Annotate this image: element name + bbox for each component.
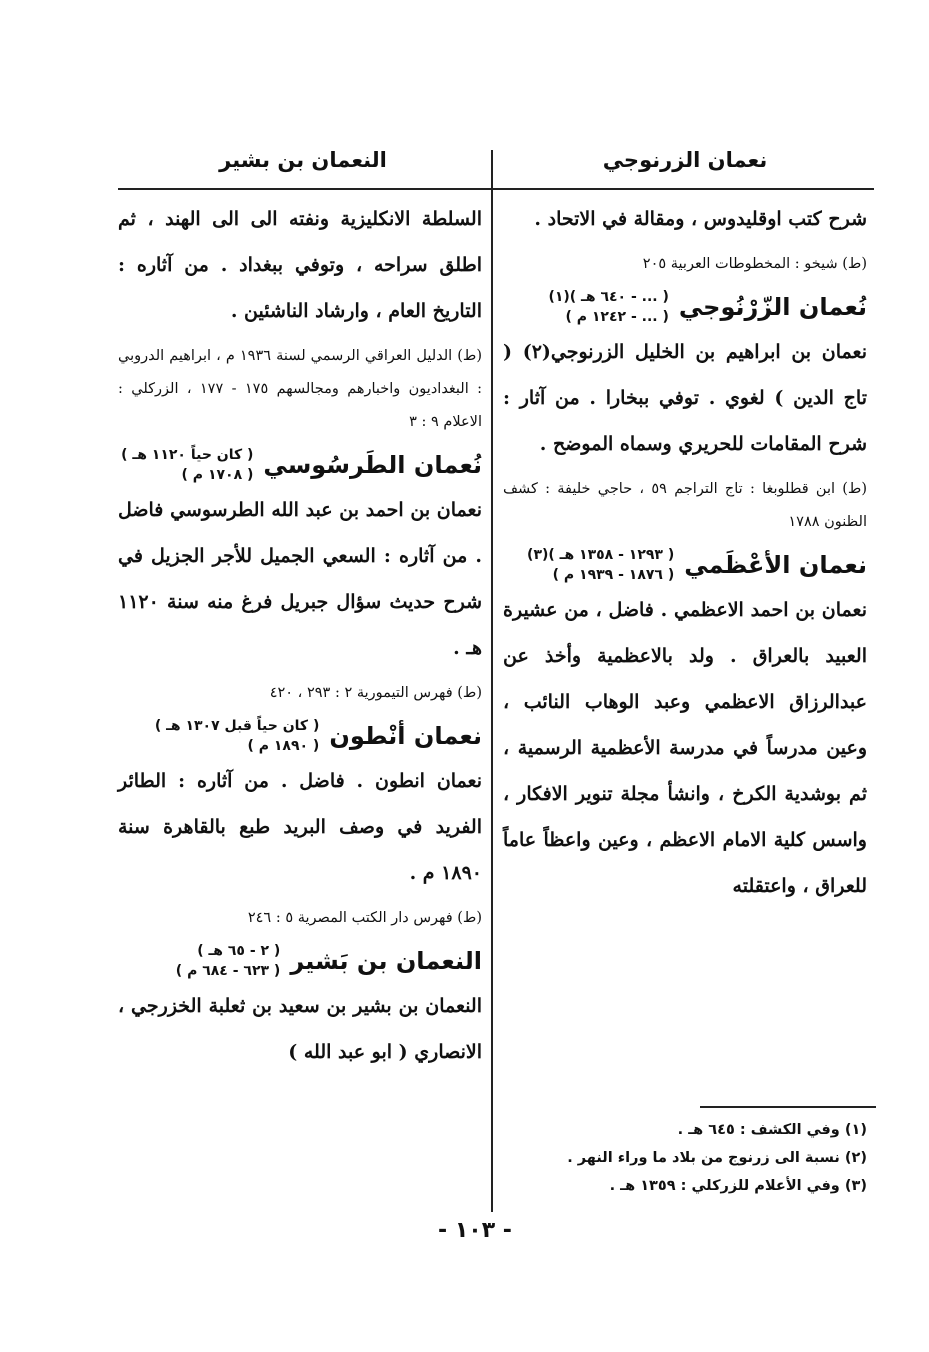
gregorian-dates: ( ١٧٠٨ م )	[181, 467, 254, 483]
source-reference: (ط) شيخو : المخطوطات العربية ٢٠٥	[642, 256, 867, 272]
entry-dates	[155, 716, 320, 756]
left-column	[118, 196, 482, 1075]
entry-name: النعمان بن بَشير	[290, 947, 482, 975]
footnote: (٢) نسبة الى زرنوج من بلاد ما وراء النهر .	[567, 1150, 867, 1166]
entry-text: نعمان انطون . فاضل . من آثاره : الطائر الفريد في وصف البريد طبع بالقاهرة سنة ١٨٩٠ م .	[118, 770, 482, 884]
hijri-dates: ( ... - ٦٤٠ هـ )(١)	[548, 289, 669, 305]
entry-dates	[121, 445, 253, 485]
source-reference: (ط) ابن قطلوبغا : تاج التراجم ٥٩ ، حاجي خليفة : كشف الظنون ١٧٨٨	[503, 481, 867, 530]
entry-heading	[118, 941, 482, 981]
source-reference: (ط) فهرس التيمورية ٢ : ٢٩٣ ، ٤٢٠	[269, 685, 482, 701]
right-column	[503, 196, 867, 909]
running-header-left: النعمان بن بشير	[219, 148, 387, 172]
gregorian-dates: ( ١٨٩٠ م )	[247, 738, 320, 754]
running-header-right: نعمان الزرنوجي	[602, 148, 768, 172]
entry-heading	[503, 287, 867, 327]
hijri-dates: ( كان حياً ١١٢٠ هـ )	[121, 447, 254, 463]
entry-heading	[118, 445, 482, 485]
footnotes	[503, 1116, 867, 1200]
source-reference: (ط) الدليل العراقي الرسمي لسنة ١٩٣٦ م ، ابراهيم الدروبي : البغداديون واخبارهم ومجالسهم ١٧٥ - ١٧٧ ، الزركلي : الاعلام ٩ : ٣	[118, 348, 482, 430]
hijri-dates: ( ١٢٩٣ - ١٣٥٨ هـ )(٣)	[527, 547, 675, 563]
entry-dates	[527, 545, 674, 585]
entry-text: نعمان بن ابراهيم بن الخليل الزرنوجي(٢) ( تاج الدين ) لغوي . توفي ببخارا . من آثار : شرح المقامات للحريري وسماه الموضح .	[503, 341, 867, 455]
source-reference: (ط) فهرس دار الكتب المصرية ٥ : ٢٤٦	[247, 910, 482, 926]
continued-paragraph: شرح كتب اوقليدوس ، ومقالة في الاتحاد .	[534, 208, 867, 230]
entry-heading	[118, 716, 482, 756]
entry-text: نعمان بن احمد الاعظمي . فاضل ، من عشيرة العبيد بالعراق . ولد بالاعظمية وأخذ عن عبدالرزاق الاعظمي وعبد الوهاب النائب ، وعين مدرساً في مدرسة الأعظمية الرسمية ، ثم بوشدية الكرخ ، وانشأ مجلة تنوير الافكار ، واسس كلية الامام الاعظم ، وعين واعظاً عاماً للعراق ، واعتقلته	[503, 599, 867, 897]
entry-text: نعمان بن احمد بن عبد الله الطرسوسي فاضل . من آثاره : السعي الجميل للأجر الجزيل في شرح حديث سؤال جبريل فرغ منه سنة ١١٢٠ هـ .	[118, 499, 482, 659]
footnote: (٣) وفي الأعلام للزركلي : ١٣٥٩ هـ .	[609, 1178, 867, 1194]
entry-dates	[548, 287, 668, 327]
footnote: (١) وفي الكشف : ٦٤٥ هـ .	[677, 1122, 867, 1138]
hijri-dates: ( كان حياً قبل ١٣٠٧ هـ )	[154, 718, 320, 734]
entry-name: نعمان الأعْظَمي	[684, 551, 867, 579]
gregorian-dates: ( ١٨٧٦ - ١٩٣٩ م )	[552, 567, 675, 583]
entry-name: نُعمان الزّرْنُوجي	[678, 293, 867, 321]
continued-paragraph: السلطة الانكليزية ونفته الى الى الهند ، ثم اطلق سراحه ، وتوفي ببغداد . من آثاره : التاريخ العام ، وارشاد الناشئين .	[118, 208, 482, 322]
entry-name: نعمان أنْطون	[329, 722, 482, 750]
footnote-rule	[700, 1106, 876, 1108]
column-divider	[491, 150, 493, 1212]
entry-text: النعمان بن بشير بن سعيد بن ثعلبة الخزرجي ، الانصاري ( ابو عبد الله )	[118, 995, 482, 1063]
gregorian-dates: ( ٦٢٣ - ٦٨٤ م )	[175, 963, 281, 979]
hijri-dates: ( ٢ - ٦٥ هـ )	[197, 943, 281, 959]
page-number: - ١٠٣ -	[438, 1218, 512, 1243]
gregorian-dates: ( ... - ١٢٤٢ م )	[565, 309, 669, 325]
entry-dates	[176, 941, 281, 981]
header-rule	[118, 188, 874, 190]
entry-name: نُعمان الطَرسُوسي	[263, 451, 482, 479]
entry-heading	[503, 545, 867, 585]
